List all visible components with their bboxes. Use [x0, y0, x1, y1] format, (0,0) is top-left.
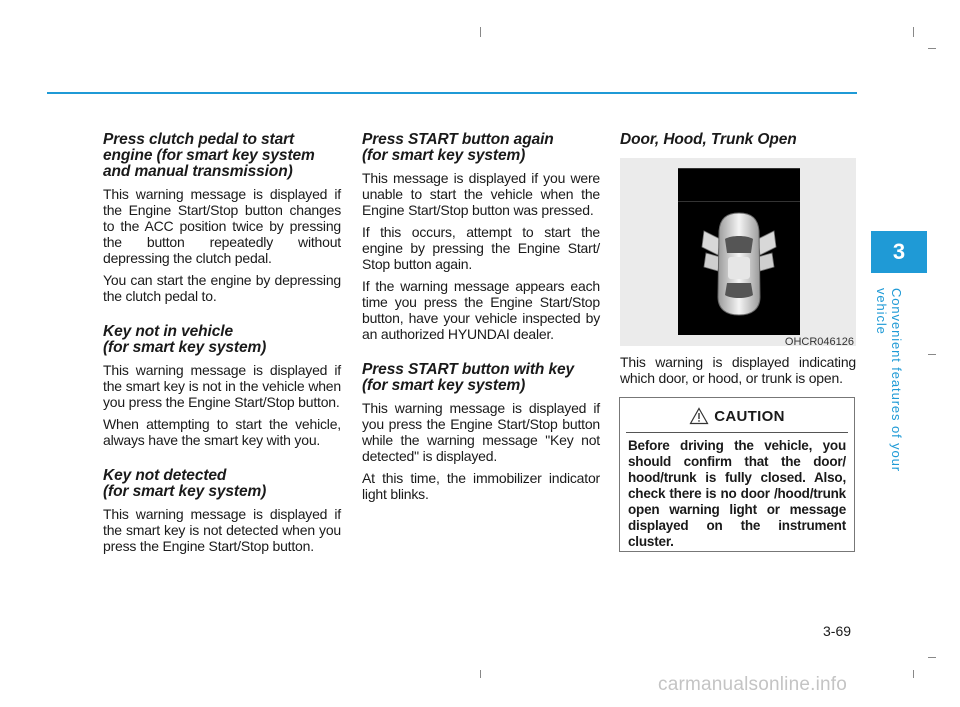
- paragraph: If this occurs, attempt to start the engine by pressing the Engine Start/ Stop button again.: [362, 224, 600, 272]
- watermark: carmanualsonline.info: [658, 674, 848, 695]
- paragraph: When attempting to start the vehicle, always have the smart key with you.: [103, 416, 341, 448]
- crop-mark: [913, 27, 914, 37]
- caution-title: CAUTION: [714, 407, 785, 425]
- section-start-with-key: [362, 362, 600, 502]
- column-left: [103, 132, 341, 574]
- car-doors-open-icon: [698, 209, 780, 319]
- crop-mark: [913, 670, 914, 678]
- warning-triangle-icon: [689, 407, 709, 425]
- column-middle: [362, 132, 600, 522]
- paragraph: This warning message is displayed if the smart key is not in the vehicle when you press the Engine Start/Stop button.: [103, 362, 341, 410]
- section-start-again: [362, 132, 600, 342]
- paragraph: You can start the engine by depressing the clutch pedal to.: [103, 272, 341, 304]
- section-title: Key not detected (for smart key system): [103, 467, 267, 500]
- section-key-not-in-vehicle: [103, 324, 341, 448]
- paragraph: This warning message is displayed if you press the Engine Start/Stop button while the warning message "Key not detected" is displayed.: [362, 400, 600, 464]
- paragraph: This warning message is displayed if the Engine Start/Stop button changes to the ACC position twice by pressing the button repeatedly without depressing the clutch pedal.: [103, 186, 341, 266]
- crop-mark: [928, 48, 936, 49]
- section-title: Press START button with key (for smart key system): [362, 361, 575, 394]
- crop-mark: [928, 657, 936, 658]
- page-number: 3-69: [823, 623, 852, 639]
- header-rule: [47, 92, 857, 94]
- chapter-tab: 3: [871, 231, 927, 273]
- section-clutch: [103, 132, 341, 304]
- caution-text: Before driving the vehicle, you should confirm that the door/ hood/trunk is fully closed. Also, check there is no door /hood/trunk open warning light or message displayed on the instrument cluster.: [628, 438, 846, 549]
- section-title: Press START button again (for smart key system): [362, 131, 554, 164]
- crop-mark: [480, 27, 481, 37]
- column-right: [620, 132, 856, 392]
- section-title: Press clutch pedal to start engine (for smart key system and manual transmission): [103, 131, 315, 180]
- paragraph: If the warning message appears each time you press the Engine Start/Stop button, have your vehicle inspected by an authorized HYUNDAI dealer.: [362, 278, 600, 342]
- paragraph: This warning is displayed indicating which door, or hood, or trunk is open.: [620, 354, 856, 386]
- section-title: Door, Hood, Trunk Open: [620, 131, 797, 148]
- caution-header: [626, 400, 848, 433]
- figure-code: OHCR046126: [784, 336, 854, 348]
- section-key-not-detected: [103, 468, 341, 554]
- paragraph: At this time, the immobilizer indicator light blinks.: [362, 470, 600, 502]
- chapter-title: Convenient features of your vehicle: [874, 288, 904, 473]
- crop-mark: [480, 670, 481, 678]
- cluster-display: [678, 168, 800, 335]
- door-open-figure: [620, 158, 856, 346]
- paragraph: This message is displayed if you were unable to start the vehicle when the Engine Start/Stop button was pressed.: [362, 170, 600, 218]
- caution-box: [619, 397, 855, 552]
- paragraph: This warning message is displayed if the smart key is not detected when you press the Engine Start/Stop button.: [103, 506, 341, 554]
- crop-mark: [928, 354, 936, 355]
- section-title: Key not in vehicle (for smart key system): [103, 323, 267, 356]
